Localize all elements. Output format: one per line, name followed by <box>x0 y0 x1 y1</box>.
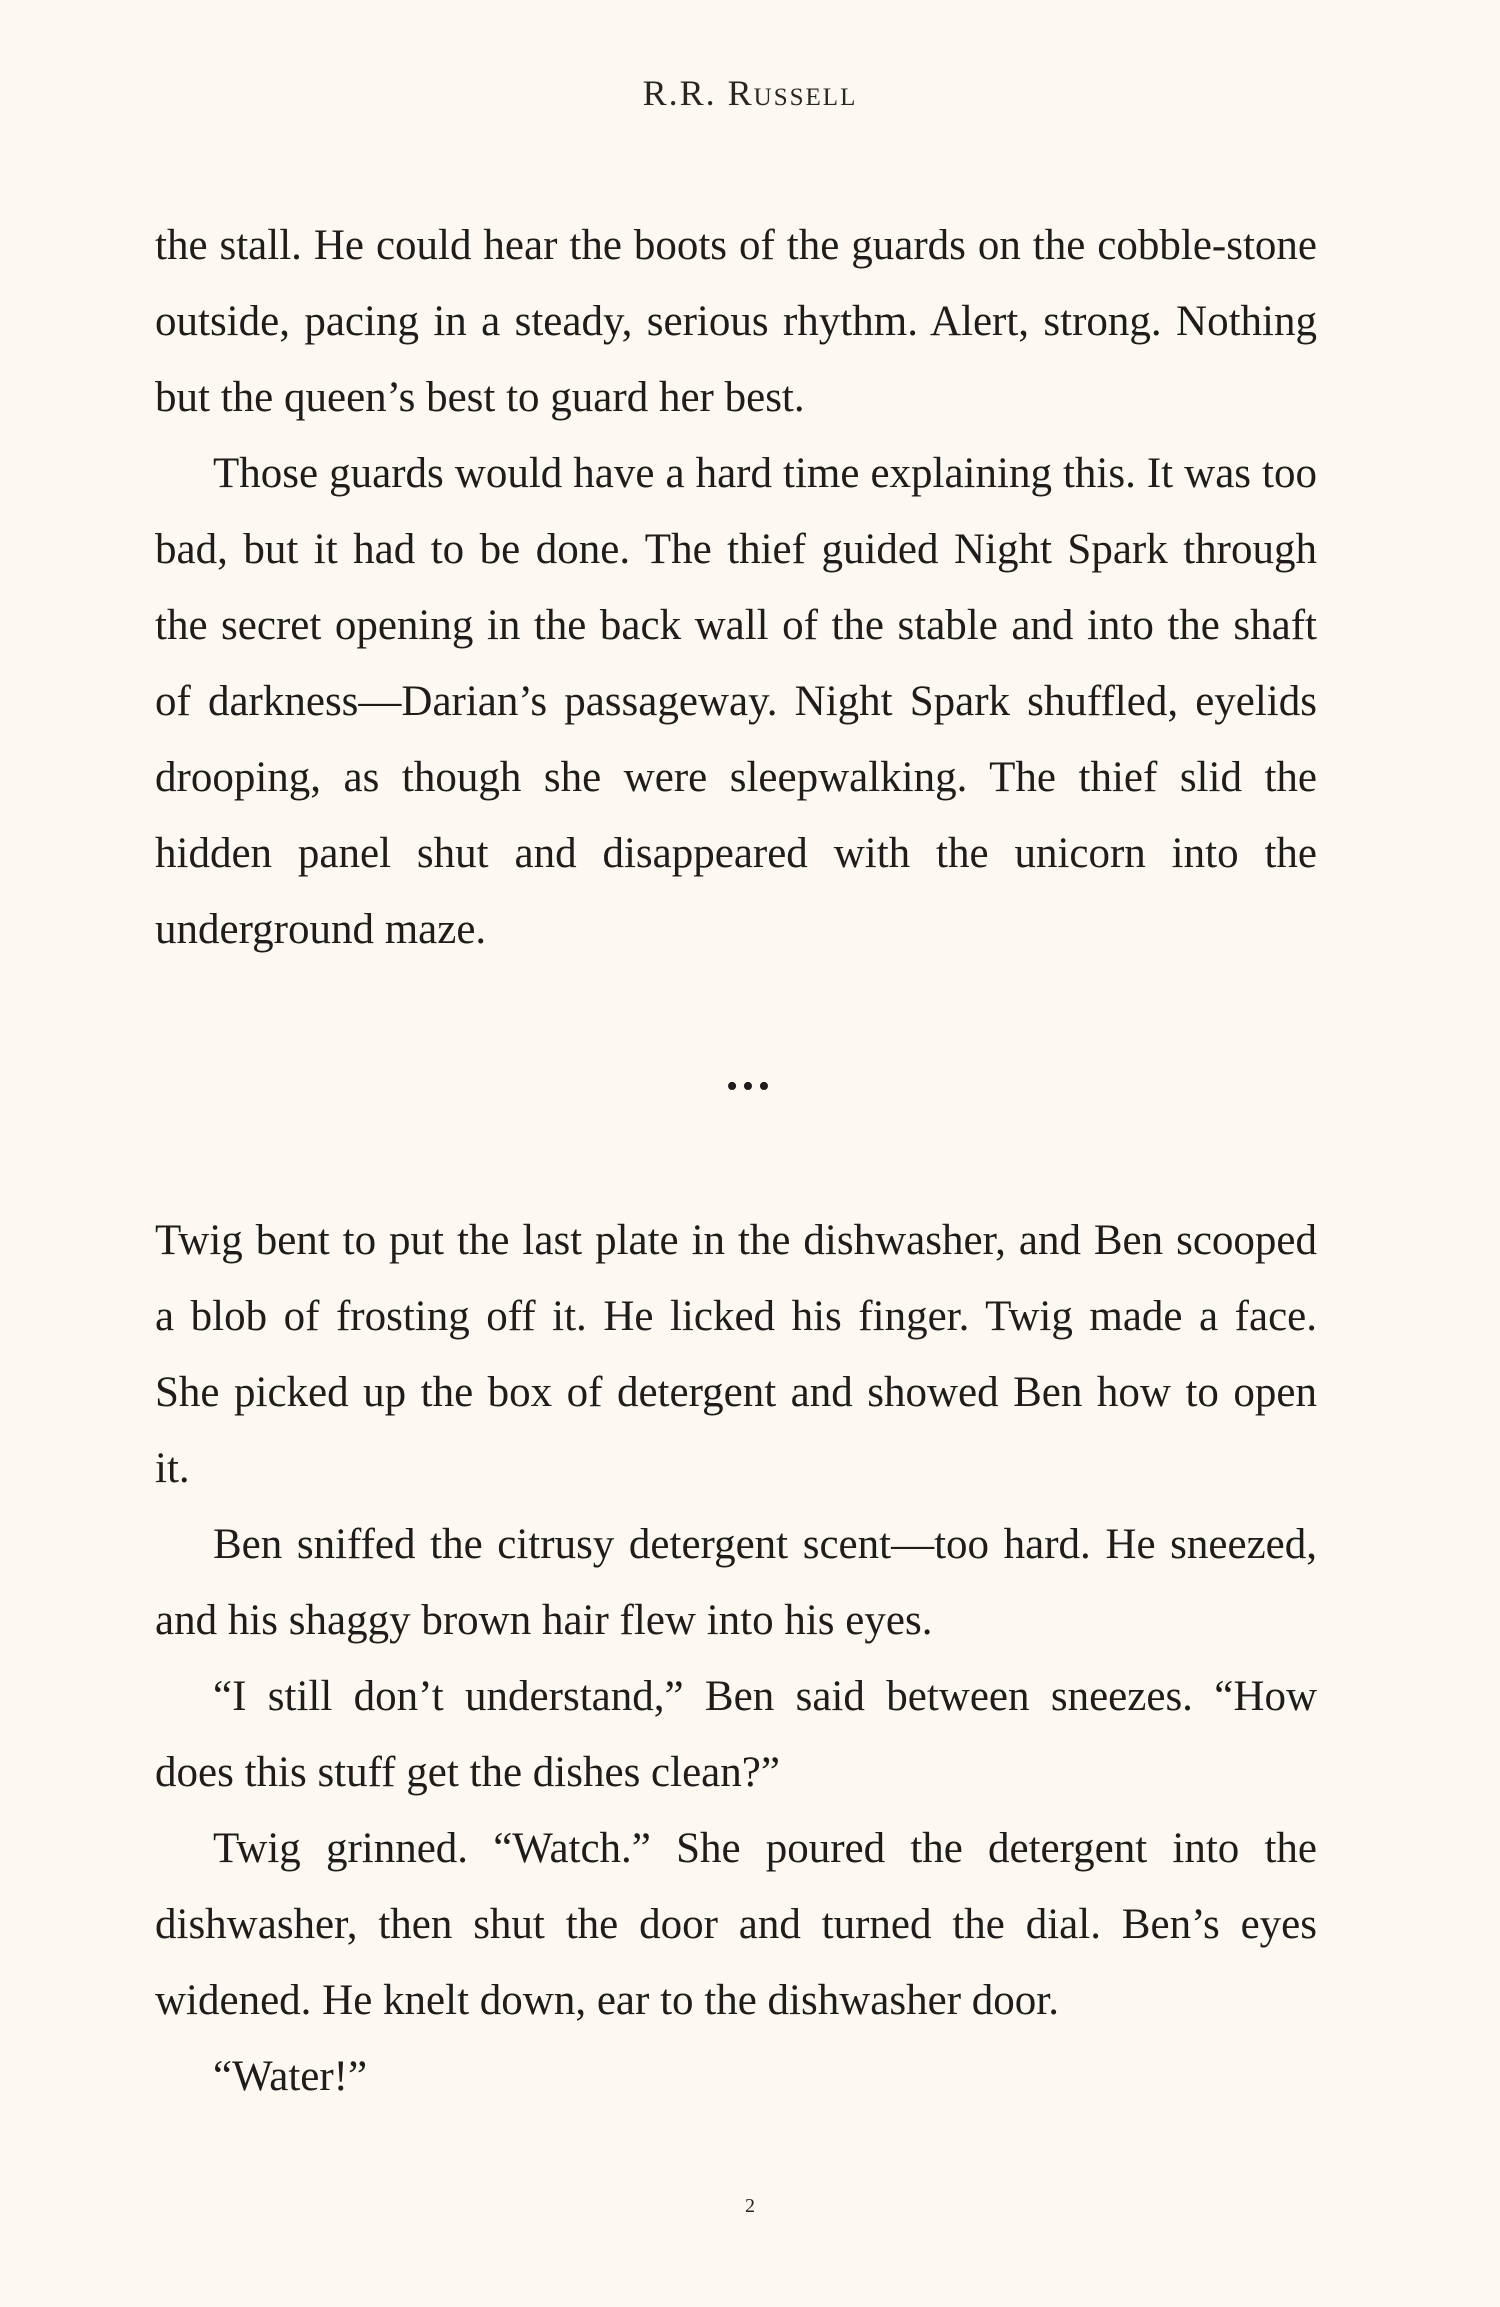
running-head: R.R. Russell <box>642 73 858 113</box>
paragraph: Those guards would have a hard time explaining this. It was too bad, but it had to be done. The thief guided Night Spark through the secret opening in the back wall of the stable and into the shaft of darkness—Darian’s passageway. Night Spark shuffled, eyelids drooping, as though she were sleepwalking. The thief slid the hidden panel shut and disappeared with the unicorn into the underground maze. <box>155 450 1317 953</box>
paragraph: “Water!” <box>213 2053 368 2100</box>
paragraph: Twig bent to put the last plate in the dishwasher, and Ben scooped a blob of frosting off it. He licked his finger. Twig made a face. She picked up the box of detergent and showed Ben how to open it. <box>155 1217 1317 1492</box>
page-number: 2 <box>745 2195 755 2217</box>
scene-break: ••• <box>726 1068 774 1105</box>
paragraph: “I still don’t understand,” Ben said between sneezes. “How does this stuff get the dishes clean?” <box>155 1673 1317 1796</box>
text-section-1 <box>155 208 1317 968</box>
paragraph: Twig grinned. “Watch.” She poured the detergent into the dishwasher, then shut the door and turned the dial. Ben’s eyes widened. He knelt down, ear to the dishwasher door. <box>155 1825 1317 2024</box>
paragraph: Ben sniffed the citrusy detergent scent—too hard. He sneezed, and his shaggy brown hair flew into his eyes. <box>155 1521 1317 1644</box>
text-section-2 <box>155 1203 1317 2115</box>
paragraph: the stall. He could hear the boots of the guards on the cobble-stone outside, pacing in a steady, serious rhythm. Alert, strong. Nothing but the queen’s best to guard her best. <box>155 222 1317 421</box>
